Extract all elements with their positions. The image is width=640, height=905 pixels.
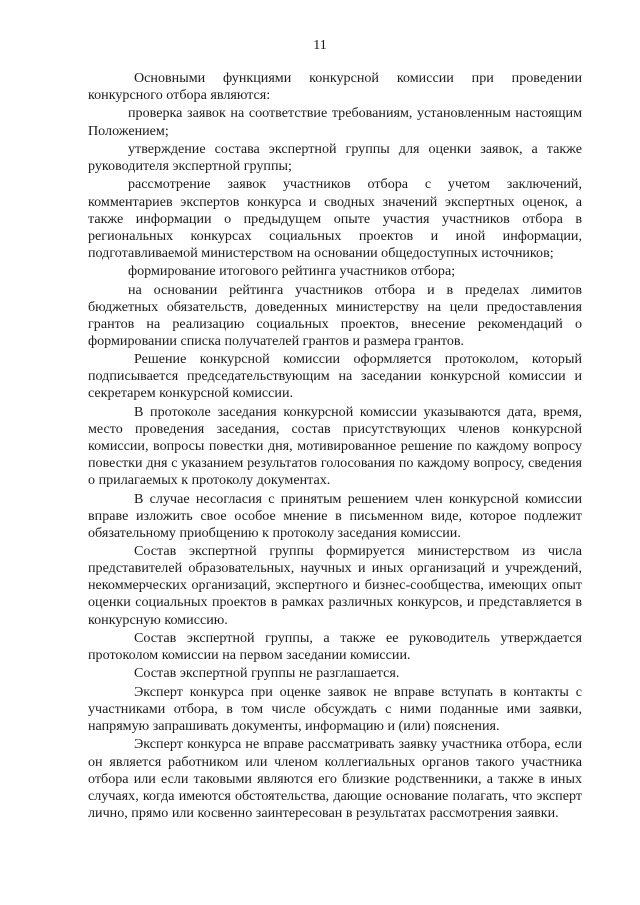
paragraph-dissenting-opinion: В случае несогласия с принятым решением член конкурсной комиссии вправе изложить свое особое мнение в письменном виде, которое подлежит обязательному приобщению к протоколу заседания комиссии. — [88, 490, 582, 541]
paragraph-expert-conflict: Эксперт конкурса не вправе рассматривать заявку участника отбора, если он является работником или членом коллегиальных органов такого участника отбора или если таковыми являются его близкие родственники, а также в иных случаях, когда имеются обстоятельства, дающие основание полагать, что эксперт лично, прямо или косвенно заинтересован в результатах рассмотрения заявки. — [88, 736, 582, 821]
paragraph-expert-group-composition: Состав экспертной группы формируется министерством из числа представителей образовательных, научных и иных организаций и учреждений, некоммерческих организаций, экспертного и бизнес-сообщества, имеющих опыт оценки социальных проектов в рамках различных конкурсов, и представляется в конкурсную комиссию. — [88, 543, 582, 628]
list-item-check-applications: проверка заявок на соответствие требованиям, установленным настоящим Положением; — [88, 105, 582, 139]
document-body — [88, 70, 582, 823]
paragraph-expert-group-approval: Состав экспертной группы, а также ее руководитель утверждается протоколом комиссии на первом заседании комиссии. — [88, 629, 582, 664]
paragraph-protocol-contents: В протоколе заседания конкурсной комиссии указываются дата, время, место проведения заседания, состав присутствующих членов конкурсной комиссии, вопросы повестки дня, мотивированное решение по каждому вопросу повестки дня с указанием результатов голосования по каждому вопросу, сведения о прилагаемых к протоколу документах. — [88, 403, 582, 489]
list-item-final-rating: формирование итогового рейтинга участников отбора; — [128, 263, 456, 280]
list-item-approve-expert-group: утверждение состава экспертной группы для оценки заявок, а также руководителя экспертной группы; — [88, 140, 582, 175]
paragraph-expert-group-confidential: Состав экспертной группы не разглашается. — [134, 665, 400, 682]
page-number: 11 — [313, 38, 327, 53]
paragraph-protocol-decision: Решение конкурсной комиссии оформляется протоколом, который подписывается председательствующим на заседании конкурсной комиссии и секретарем конкурсной комиссии. — [88, 351, 582, 402]
paragraph-functions-intro: Основными функциями конкурсной комиссии при проведении конкурсного отбора являются: — [88, 70, 582, 104]
paragraph-expert-contacts: Эксперт конкурса при оценке заявок не вправе вступать в контакты с участниками отбора, в том числе обсуждать с ними поданные ими заявки, напрямую запрашивать документы, информацию и (или) пояснения. — [88, 683, 582, 735]
list-item-recommendations: на основании рейтинга участников отбора и в пределах лимитов бюджетных обязательств, доведенных министерству на цели предоставления грантов на реализацию социальных проектов, внесение рекомендаций о формировании списка получателей грантов и размера грантов. — [88, 281, 582, 349]
list-item-review-applications: рассмотрение заявок участников отбора с учетом заключений, комментариев экспертов конкурса и сводных значений экспертных оценок, а также информации о предыдущем опыте участия участников отбора в региональных конкурсах социальных проектов и иной информации, подготавливаемой министерством на основании общедоступных источников; — [88, 176, 582, 261]
